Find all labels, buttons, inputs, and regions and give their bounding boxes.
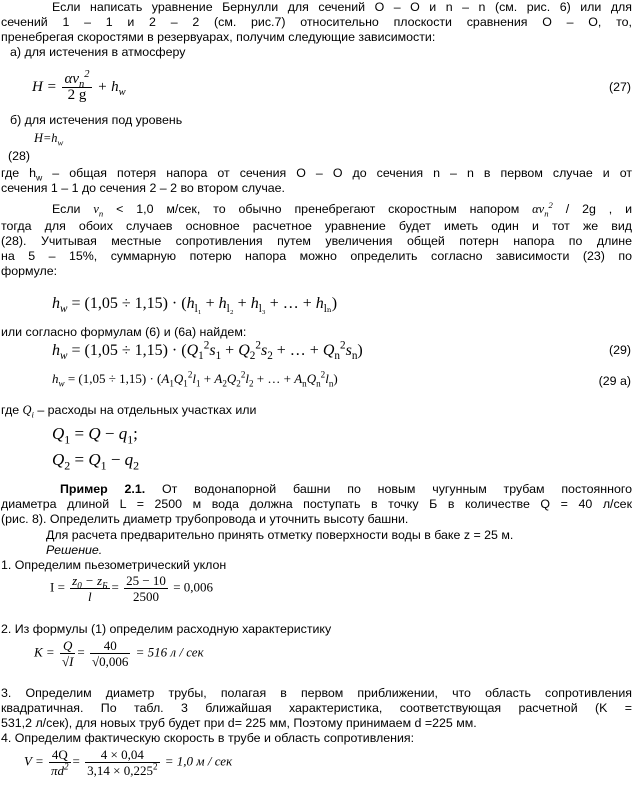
equation-28: $H=h_w$ bbox=[34, 131, 64, 148]
equation-slope: I = $\frac{z_0 - z_Б}{l}$ = $\frac{25 - 10}{2500}$ = 0,006 bbox=[50, 573, 214, 604]
equation-number-29: (29) bbox=[608, 343, 631, 357]
equation-27: H = $\frac{\alpha\nu_n^2}{2 g}$ + $h_w$ bbox=[32, 69, 126, 103]
equation-number-27: (27) bbox=[608, 80, 631, 94]
step-3-line-3: 531,2 л/сек), для новых труб будет при d= 225 мм, Поэтому принимаем d =225 мм. bbox=[1, 716, 477, 730]
step-1-text: 1. Определим пьезометрический уклон bbox=[1, 558, 227, 572]
example-line-1: Пример 2.1. От водонапорной башни по новым чугунным трубам постоянного bbox=[60, 482, 632, 496]
example-line-4: Для расчета предварительно принять отметку поверхности воды в баке z = 25 м. bbox=[46, 528, 514, 542]
equation-q1: $Q_1 = Q - q_1$; bbox=[52, 424, 138, 447]
example-line-3: (рис. 8). Определить диаметр трубопровода и уточнить высоту башни. bbox=[1, 512, 409, 526]
equation-29: $h_w = (1,05 \div 1,15) \cdot (Q_1^2s_1 + Q_2^2s_2$ + … + $Q_n^2s_n$) bbox=[52, 339, 363, 363]
solution-heading: Решение. bbox=[46, 543, 103, 557]
equation-characteristic: K = $\frac{Q}{√I}$ = $\frac{40}{√0,006}$ = 516 л / сек bbox=[34, 638, 204, 669]
case-b-label: б) для истечения под уровень bbox=[10, 113, 183, 127]
example-line-2: диаметра длиной L = 2500 м вода должна поступать в точку Б в количестве Q = 40 л/сек bbox=[1, 497, 632, 511]
text-or-formulas: или согласно формулам (6) и (6а) найдем: bbox=[1, 325, 247, 339]
paragraph-3-line-4: на 5 – 15%, суммарную потерю напора можно определить согласно зависимости (23) по bbox=[1, 249, 632, 263]
fraction: $\frac{4Q}{\pi d^2}$ bbox=[50, 747, 69, 778]
step-3-line-1: 3. Определим диаметр трубы, полагая в первом приближении, что область сопротивления bbox=[1, 686, 632, 700]
equation-29a: $h_w = (1,05 \div 1,15) \cdot (A_1Q_1^2l_1 + A_2Q_2^2l_2$ + … + $A_nQ_n^2l_n$) bbox=[52, 369, 338, 389]
paragraph-2-line-2: сечения 1 – 1 до сечения 2 – 2 во втором случае. bbox=[1, 181, 285, 195]
fraction: $\frac{z_0 - z_Б}{l}$ bbox=[72, 573, 108, 604]
equation-hw-sum: $h_w = (1,05 \div 1,15) \cdot (h_{l_1} + h_{l_2} + h_{l_3}$ + … + $h_{l_n}$) bbox=[52, 295, 338, 316]
step-2-text: 2. Из формулы (1) определим расходную характеристику bbox=[1, 622, 332, 636]
step-3-line-2: квадратичная. По табл. 3 ближайшая характеристика, соответствующая расчетной (K = bbox=[1, 701, 632, 715]
fraction: $\frac{\alpha\nu_n^2}{2 g}$ bbox=[64, 69, 90, 103]
fraction: $\frac{40}{√0,006}$ bbox=[92, 638, 129, 669]
paragraph-2-line-1: где $h_w$ – общая потеря напора от сечения О – О до сечения n – n в первом случае и от bbox=[1, 166, 632, 183]
equation-number-29a: (29 а) bbox=[598, 374, 631, 388]
equation-q2: $Q_2 = Q_1 - q_2$ bbox=[52, 450, 140, 473]
paragraph-3-line-1: Если $\nu_n < 1,0$ м/сек, то обычно пренебрегают скоростным напором $\alpha\nu_n^2 / 2g$ , и bbox=[52, 199, 633, 219]
text-where-q: где $Q_i$ – расходы на отдельных участках или bbox=[1, 403, 257, 420]
case-a-label: а) для истечения в атмосферу bbox=[10, 45, 186, 59]
paragraph-1-line-2: сечений 1 – 1 и 2 – 2 (см. рис.7) относительно плоскости сравнения О – О, то, bbox=[1, 15, 632, 29]
paragraph-3-line-2: тогда для обоих случаев основное расчетное уравнение будет иметь один и тот же вид bbox=[1, 219, 632, 233]
equation-number-28: (28) bbox=[8, 149, 31, 163]
fraction: $\frac{Q}{√I}$ bbox=[61, 638, 74, 669]
equation-velocity: V = $\frac{4Q}{\pi d^2}$ = $\frac{4 \times 0,04}{3,14 \times 0,225^2}$ = 1,0 м / сек bbox=[24, 747, 233, 778]
paragraph-1-line-1: Если написать уравнение Бернулли для сечений О – О и n – n (см. рис. 6) или для bbox=[52, 0, 632, 14]
paragraph-3-line-3: (28). Учитывая местные сопротивления путем увеличения общей потерн напора по длине bbox=[1, 234, 632, 248]
paragraph-3-line-5: формуле: bbox=[1, 264, 58, 278]
fraction: $\frac{25 - 10}{2500}$ bbox=[126, 573, 166, 604]
paragraph-1-line-3: пренебрегая скоростями в резервуарах, получим следующие зависимости: bbox=[1, 30, 436, 44]
example-title: Пример 2.1. bbox=[60, 482, 146, 496]
step-4-text: 4. Определим фактическую скорость в трубе и область сопротивления: bbox=[1, 731, 415, 745]
fraction: $\frac{4 \times 0,04}{3,14 \times 0,225^2}$ bbox=[87, 747, 158, 778]
